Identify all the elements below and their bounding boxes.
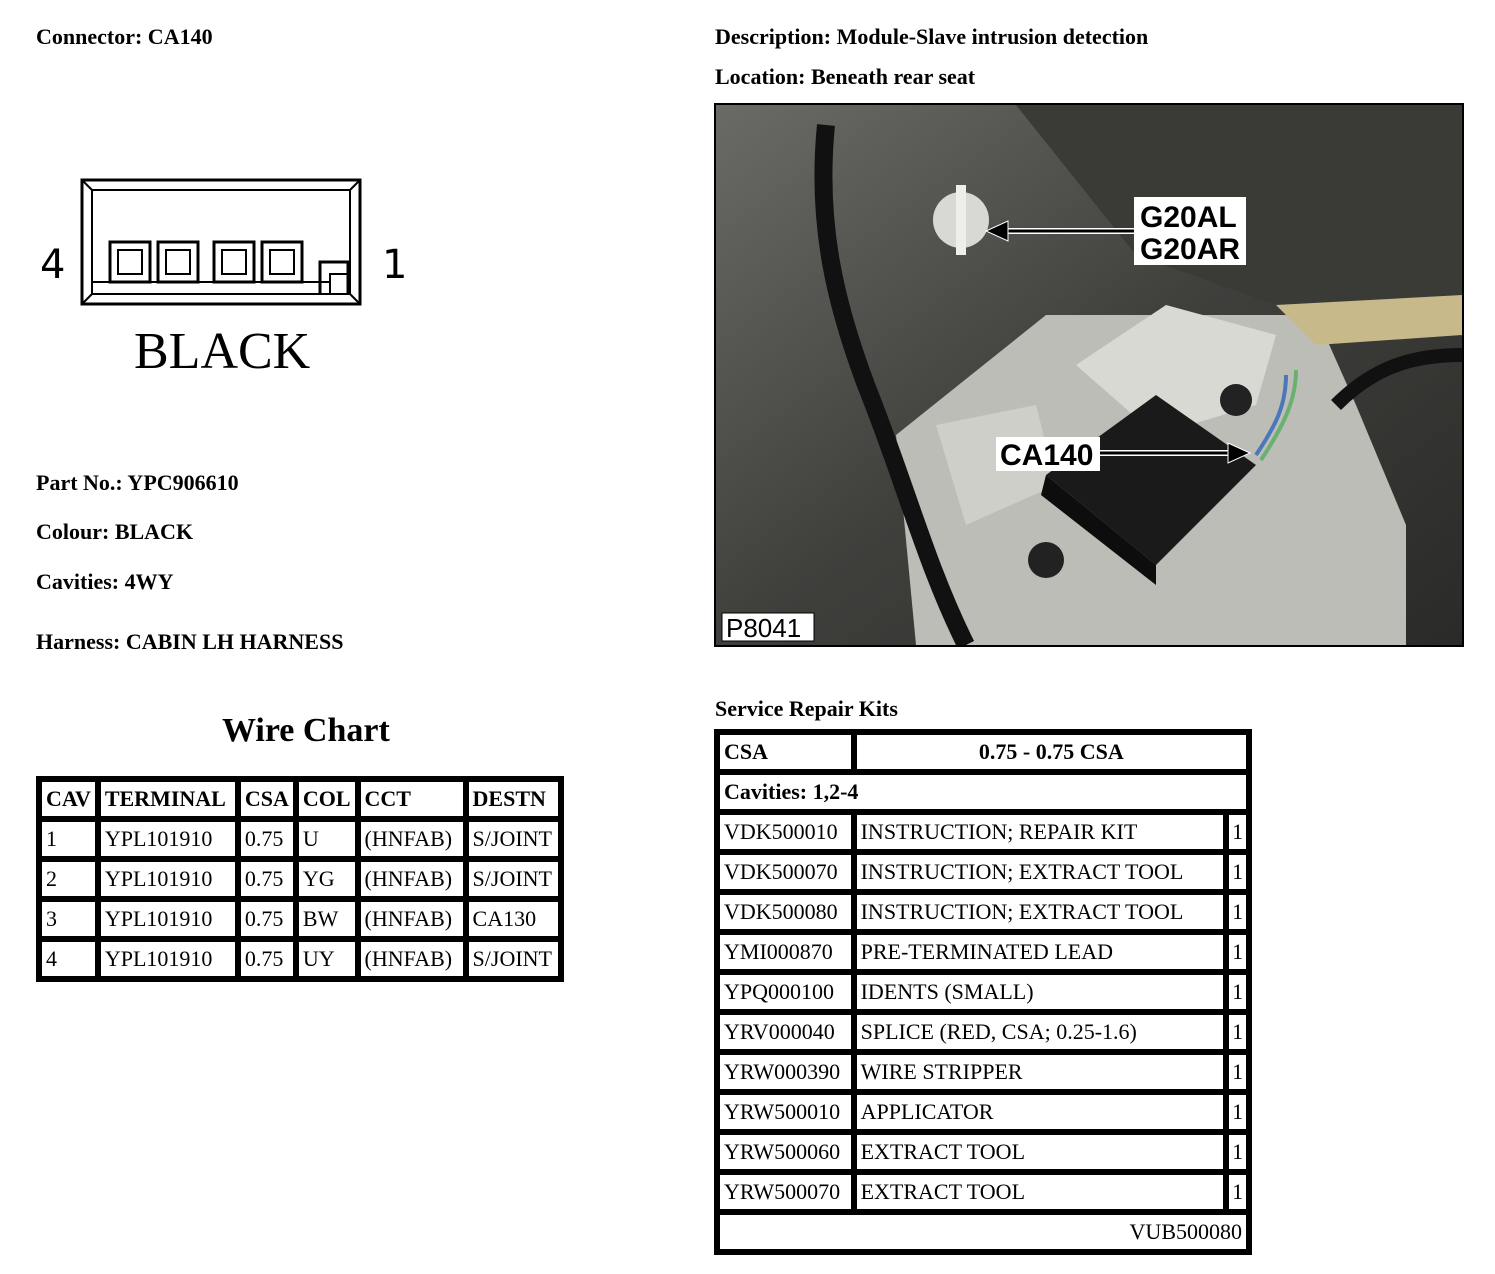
cell-destn: S/JOINT bbox=[466, 859, 561, 899]
kit-csa-value: 0.75 - 0.75 CSA bbox=[854, 732, 1249, 772]
kit-footer-row bbox=[717, 1212, 1249, 1252]
kit-csa-label: CSA bbox=[717, 732, 854, 772]
kit-desc: WIRE STRIPPER bbox=[854, 1052, 1227, 1092]
cell-cav: 2 bbox=[39, 859, 98, 899]
cell-col: U bbox=[296, 819, 358, 859]
repair-kits-title: Service Repair Kits bbox=[715, 696, 898, 721]
kit-row bbox=[717, 972, 1249, 1012]
part-number: Part No.: YPC906610 bbox=[36, 470, 239, 495]
kit-cavities: Cavities: 1,2-4 bbox=[717, 772, 1249, 812]
cell-destn: S/JOINT bbox=[466, 939, 561, 979]
kit-part: YRW500010 bbox=[717, 1092, 854, 1132]
kit-part: VDK500080 bbox=[717, 892, 854, 932]
kit-row bbox=[717, 932, 1249, 972]
cell-terminal: YPL101910 bbox=[98, 859, 238, 899]
kit-row bbox=[717, 1012, 1249, 1052]
cell-terminal: YPL101910 bbox=[98, 819, 238, 859]
description-label: Description: Module-Slave intrusion detection bbox=[715, 24, 1149, 49]
cell-csa: 0.75 bbox=[238, 939, 296, 979]
kit-desc: IDENTS (SMALL) bbox=[854, 972, 1227, 1012]
kit-desc: PRE-TERMINATED LEAD bbox=[854, 932, 1227, 972]
cell-cct: (HNFAB) bbox=[358, 819, 466, 859]
cavity-3 bbox=[158, 242, 198, 282]
connector-colour-label: BLACK bbox=[134, 323, 311, 380]
kit-qty: 1 bbox=[1226, 1172, 1249, 1212]
kit-part: VDK500070 bbox=[717, 852, 854, 892]
cell-destn: S/JOINT bbox=[466, 819, 561, 859]
pin-4-label: 4 bbox=[40, 242, 66, 288]
kit-part: YRV000040 bbox=[717, 1012, 854, 1052]
header-destn: DESTN bbox=[466, 779, 561, 819]
kit-desc: SPLICE (RED, CSA; 0.25-1.6) bbox=[854, 1012, 1227, 1052]
cavity-2 bbox=[214, 242, 254, 282]
kit-qty: 1 bbox=[1226, 812, 1249, 852]
kit-part: YRW500070 bbox=[717, 1172, 854, 1212]
cell-cct: (HNFAB) bbox=[358, 939, 466, 979]
wire-chart-title: Wire Chart bbox=[222, 712, 390, 749]
cell-cct: (HNFAB) bbox=[358, 859, 466, 899]
callout-g20ar: G20AR bbox=[1140, 233, 1241, 266]
connector-face-diagram bbox=[30, 170, 410, 390]
cell-cav: 1 bbox=[39, 819, 98, 859]
kit-row bbox=[717, 1052, 1249, 1092]
kit-part: YRW000390 bbox=[717, 1052, 854, 1092]
cell-col: UY bbox=[296, 939, 358, 979]
kit-desc: EXTRACT TOOL bbox=[854, 1172, 1227, 1212]
header-cct: CCT bbox=[358, 779, 466, 819]
cavities: Cavities: 4WY bbox=[36, 569, 174, 594]
kit-desc: INSTRUCTION; EXTRACT TOOL bbox=[854, 852, 1227, 892]
wire-chart-header-row bbox=[39, 779, 561, 819]
kit-footer: VUB500080 bbox=[717, 1212, 1249, 1252]
wire-row bbox=[39, 899, 561, 939]
cell-destn: CA130 bbox=[466, 899, 561, 939]
location-label: Location: Beneath rear seat bbox=[715, 64, 976, 89]
cell-terminal: YPL101910 bbox=[98, 899, 238, 939]
callout-g20al: G20AL bbox=[1140, 201, 1237, 234]
cell-col: BW bbox=[296, 899, 358, 939]
kit-row bbox=[717, 812, 1249, 852]
kit-csa-row bbox=[717, 732, 1249, 772]
kit-qty: 1 bbox=[1226, 1052, 1249, 1092]
wire-row bbox=[39, 859, 561, 899]
kit-row bbox=[717, 1132, 1249, 1172]
header-terminal: TERMINAL bbox=[98, 779, 238, 819]
harness: Harness: CABIN LH HARNESS bbox=[36, 629, 344, 654]
kit-qty: 1 bbox=[1226, 892, 1249, 932]
wire-row bbox=[39, 939, 561, 979]
kit-desc: INSTRUCTION; EXTRACT TOOL bbox=[854, 892, 1227, 932]
kit-row bbox=[717, 1092, 1249, 1132]
kit-qty: 1 bbox=[1226, 1012, 1249, 1052]
header-col: COL bbox=[296, 779, 358, 819]
header-csa: CSA bbox=[238, 779, 296, 819]
cavity-1 bbox=[262, 242, 302, 282]
kit-qty: 1 bbox=[1226, 1132, 1249, 1172]
cell-cav: 4 bbox=[39, 939, 98, 979]
cell-terminal: YPL101910 bbox=[98, 939, 238, 979]
location-photo bbox=[714, 103, 1464, 647]
cell-cct: (HNFAB) bbox=[358, 899, 466, 939]
colour: Colour: BLACK bbox=[36, 519, 194, 544]
cell-csa: 0.75 bbox=[238, 899, 296, 939]
kit-part: YMI000870 bbox=[717, 932, 854, 972]
cavity-4 bbox=[110, 242, 150, 282]
kit-row bbox=[717, 1172, 1249, 1212]
kit-qty: 1 bbox=[1226, 972, 1249, 1012]
kit-row bbox=[717, 852, 1249, 892]
kit-row bbox=[717, 892, 1249, 932]
wire-chart-table bbox=[36, 776, 564, 982]
cell-col: YG bbox=[296, 859, 358, 899]
kit-cavities-row bbox=[717, 772, 1249, 812]
kit-qty: 1 bbox=[1226, 1092, 1249, 1132]
connector-label: Connector: CA140 bbox=[36, 24, 213, 49]
pin-1-label: 1 bbox=[382, 242, 408, 288]
repair-kits-table bbox=[714, 729, 1252, 1255]
kit-qty: 1 bbox=[1226, 852, 1249, 892]
cell-cav: 3 bbox=[39, 899, 98, 939]
kit-desc: INSTRUCTION; REPAIR KIT bbox=[854, 812, 1227, 852]
cell-csa: 0.75 bbox=[238, 859, 296, 899]
kit-part: YRW500060 bbox=[717, 1132, 854, 1172]
figure-id: P8041 bbox=[726, 613, 802, 643]
kit-part: YPQ000100 bbox=[717, 972, 854, 1012]
wire-row bbox=[39, 819, 561, 859]
kit-desc: EXTRACT TOOL bbox=[854, 1132, 1227, 1172]
kit-qty: 1 bbox=[1226, 932, 1249, 972]
header-cav: CAV bbox=[39, 779, 98, 819]
kit-desc: APPLICATOR bbox=[854, 1092, 1227, 1132]
kit-part: VDK500010 bbox=[717, 812, 854, 852]
callout-ca140: CA140 bbox=[1000, 439, 1094, 472]
cell-csa: 0.75 bbox=[238, 819, 296, 859]
